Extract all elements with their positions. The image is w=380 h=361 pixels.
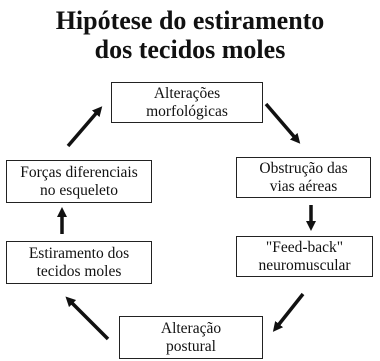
node-estiramento-tecidos-moles	[6, 241, 152, 284]
title-line-2: dos tecidos moles	[94, 35, 286, 64]
node-label-line-1: "Feed-back"	[265, 238, 344, 256]
arrow-down-left-icon	[276, 294, 303, 328]
node-forcas-diferenciais	[6, 160, 152, 203]
node-label-line-2: neuromuscular	[258, 256, 351, 274]
node-label-line-1: Alteração	[160, 319, 222, 337]
diagram-title	[0, 6, 380, 64]
node-label-line-1: Estiramento dos	[28, 244, 130, 262]
node-label-line-1: Alterações	[153, 84, 221, 102]
title-line-1: Hipótese do estiramento	[55, 6, 325, 35]
node-label-line-2: postural	[166, 337, 216, 355]
node-alteracao-postural	[119, 316, 263, 359]
node-label-line-2: no esqueleto	[40, 181, 118, 199]
node-label-line-1: Forças diferenciais	[20, 163, 138, 181]
node-label-line-1: Obstrução das	[259, 159, 348, 177]
node-feedback-neuromuscular	[236, 236, 373, 277]
node-label-line-2: morfológicas	[146, 102, 228, 120]
arrow-up-left-icon	[69, 300, 108, 339]
node-label-line-2: tecidos moles	[36, 262, 122, 280]
arrow-up-right-icon	[68, 110, 99, 146]
node-obstrucao-vias-aereas	[236, 157, 371, 198]
arrow-down-right-icon	[266, 104, 297, 140]
node-alteracoes-morfologicas	[111, 82, 263, 123]
node-label-line-2: vias aéreas	[269, 177, 338, 195]
